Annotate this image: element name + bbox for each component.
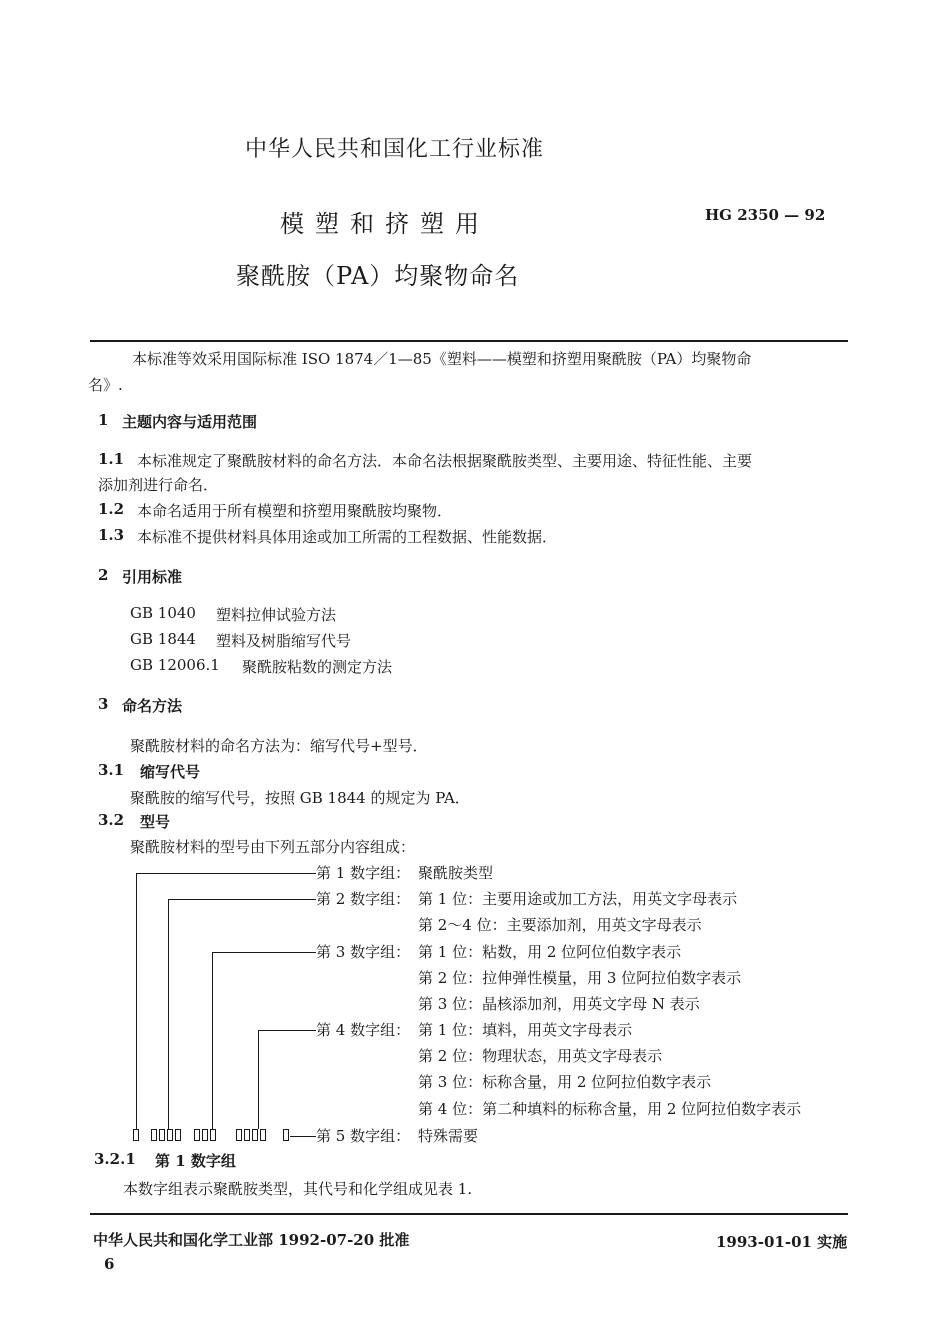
- section-3-number: 3: [98, 695, 109, 713]
- clause-3-2-1-title: 第 1 数字组: [155, 1152, 236, 1170]
- clause-3-2-number: 3.2: [98, 811, 125, 829]
- group-3-desc: 第 2 位：拉伸弹性模量，用 3 位阿拉伯数字表示: [418, 969, 742, 987]
- org-title: 中华人民共和国化工行业标准: [245, 137, 545, 162]
- section-2-title: 引用标准: [122, 568, 183, 586]
- page-number: 6: [104, 1255, 115, 1273]
- section-1-title: 主题内容与适用范围: [122, 413, 258, 431]
- clause-3-1-text: 聚酰胺的缩写代号，按照 GB 1844 的规定为 PA．: [130, 789, 470, 807]
- clause-1-1-line-1: 本标准规定了聚酰胺材料的命名方法．本命名法根据聚酰胺类型、主要用途、特征性能、主要: [137, 452, 753, 470]
- group-1-desc: 聚酰胺类型: [418, 864, 494, 882]
- clause-1-3-text: 本标准不提供材料具体用途或加工所需的工程数据、性能数据．: [137, 528, 558, 546]
- group-4-desc: 第 3 位：标称含量，用 2 位阿拉伯数字表示: [418, 1073, 712, 1091]
- clause-1-1-number: 1.1: [98, 450, 125, 468]
- group-4-desc: 第 2 位：物理状态，用英文字母表示: [418, 1047, 663, 1065]
- ref-name: 塑料拉伸试验方法: [216, 606, 337, 624]
- ref-code: GB 1844: [130, 630, 196, 648]
- digit-box: [175, 1129, 181, 1141]
- ref-name: 塑料及树脂缩写代号: [216, 632, 352, 650]
- clause-1-2-number: 1.2: [98, 500, 125, 518]
- approval-line: 中华人民共和国化学工业部 1992-07-20 批准: [93, 1231, 410, 1249]
- clause-3-2-1-text: 本数字组表示聚酰胺类型，其代号和化学组成见表 1.: [123, 1180, 473, 1198]
- digit-box: [236, 1129, 242, 1141]
- clause-3-1-number: 3.1: [98, 761, 125, 779]
- group-5-label: 第 5 数字组：: [316, 1127, 411, 1145]
- connector-group-4: [258, 1030, 316, 1031]
- connector-v-group-2: [168, 899, 169, 1129]
- standard-number: HG 2350 — 92: [705, 206, 826, 224]
- clause-3-1-title: 缩写代号: [140, 763, 201, 781]
- group-1-label: 第 1 数字组：: [316, 864, 411, 882]
- section-2-number: 2: [98, 566, 109, 584]
- digit-box: [133, 1129, 139, 1141]
- section-3-intro: 聚酰胺材料的命名方法为：缩写代号+型号．: [130, 737, 428, 755]
- group-4-label: 第 4 数字组：: [316, 1021, 411, 1039]
- group-5-desc: 特殊需要: [418, 1127, 479, 1145]
- intro-line-1: 本标准等效采用国际标准 ISO 1874／1—85《塑料——模塑和挤塑用聚酰胺（PA）均聚物命: [132, 350, 752, 368]
- digit-box: [283, 1129, 289, 1141]
- connector-group-2: [168, 899, 316, 900]
- digit-box: [260, 1129, 266, 1141]
- group-3-label: 第 3 数字组：: [316, 943, 411, 961]
- group-2-label: 第 2 数字组：: [316, 890, 411, 908]
- clause-3-2-1-number: 3.2.1: [94, 1150, 136, 1168]
- digit-box: [194, 1129, 200, 1141]
- clause-1-1-line-2: 添加剂进行命名．: [98, 476, 219, 494]
- effective-date: 1993-01-01 实施: [716, 1233, 848, 1251]
- clause-3-2-text: 聚酰胺材料的型号由下列五部分内容组成：: [130, 838, 416, 856]
- ref-code: GB 1040: [130, 604, 196, 622]
- connector-group-3: [212, 952, 316, 953]
- intro-line-2: 名》.: [88, 376, 123, 394]
- ref-name: 聚酰胺粘数的测定方法: [242, 658, 393, 676]
- connector-v-group-4: [258, 1030, 259, 1129]
- digit-box: [252, 1129, 258, 1141]
- clause-3-2-title: 型号: [140, 813, 171, 831]
- connector-v-group-3: [212, 952, 213, 1129]
- digit-box: [167, 1129, 173, 1141]
- bottom-rule: [90, 1213, 848, 1215]
- top-rule: [90, 340, 848, 342]
- group-4-desc: 第 4 位：第二种填料的标称含量，用 2 位阿拉伯数字表示: [418, 1100, 802, 1118]
- digit-box: [151, 1129, 157, 1141]
- connector-group-5: [290, 1136, 316, 1137]
- connector-v-group-1: [136, 873, 137, 1129]
- digit-box: [244, 1129, 250, 1141]
- section-3-title: 命名方法: [122, 697, 183, 715]
- digit-box: [202, 1129, 208, 1141]
- section-1-number: 1: [98, 411, 109, 429]
- clause-1-3-number: 1.3: [98, 526, 125, 544]
- group-2-desc: 第 2～4 位：主要添加剂，用英文字母表示: [418, 916, 702, 934]
- title-line-2: 聚酰胺（PA）均聚物命名: [236, 262, 520, 290]
- digit-box: [159, 1129, 165, 1141]
- group-3-desc: 第 3 位：晶核添加剂，用英文字母 N 表示: [418, 995, 700, 1013]
- connector-group-1: [136, 873, 316, 874]
- group-3-desc: 第 1 位：粘数，用 2 位阿位伯数字表示: [418, 943, 682, 961]
- clause-1-2-text: 本命名适用于所有模塑和挤塑用聚酰胺均聚物．: [137, 502, 453, 520]
- digit-box: [210, 1129, 216, 1141]
- ref-code: GB 12006.1: [130, 656, 220, 674]
- group-2-desc: 第 1 位：主要用途或加工方法，用英文字母表示: [418, 890, 738, 908]
- title-line-1: 模塑和挤塑用: [280, 210, 490, 238]
- group-4-desc: 第 1 位：填料，用英文字母表示: [418, 1021, 633, 1039]
